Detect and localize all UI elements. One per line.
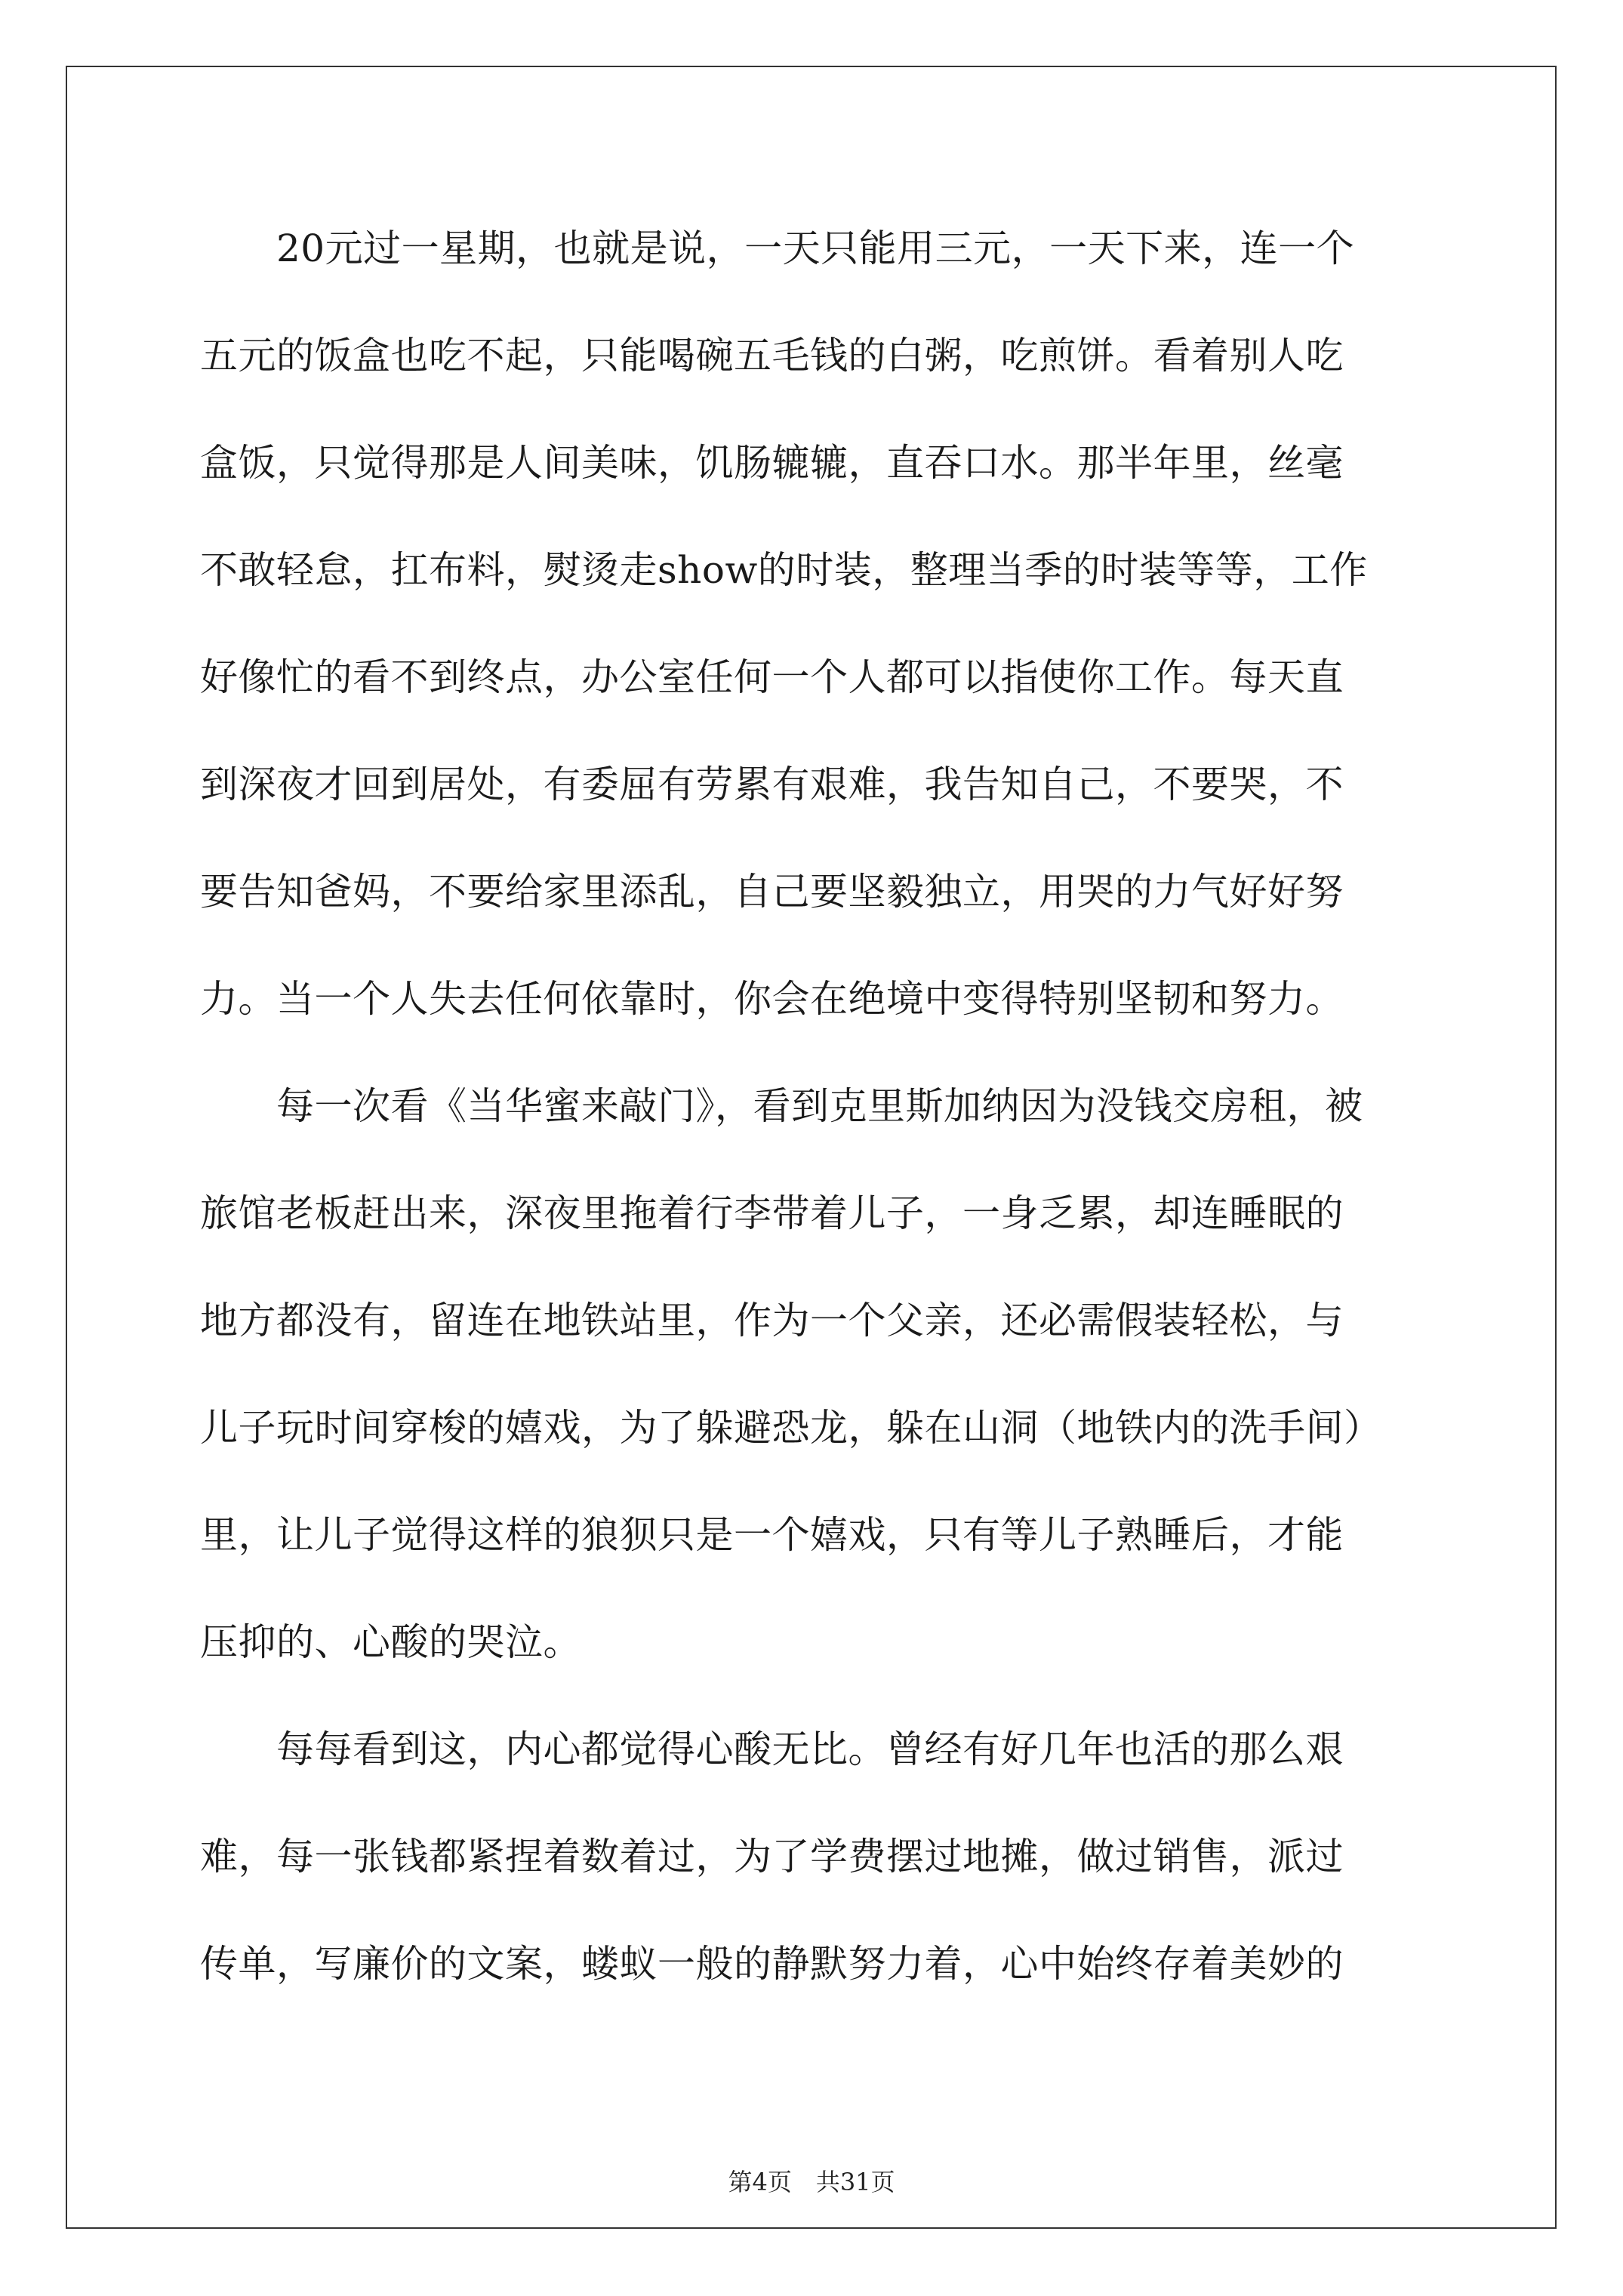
text-line: 要告知爸妈，不要给家里添乱，自己要坚毅独立，用哭的力气好好努: [200, 870, 1344, 914]
text-line: 每每看到这，内心都觉得心酸无比。曾经有好几年也活的那么艰: [200, 1727, 1344, 1771]
text-line: 力。当一个人失去任何依靠时，你会在绝境中变得特别坚韧和努力。: [200, 977, 1344, 1021]
text-line: 传单，写廉价的文案，蝼蚁一般的静默努力着，心中始终存着美妙的: [200, 1942, 1344, 1986]
text-line: 里，让儿子觉得这样的狼狈只是一个嬉戏，只有等儿子熟睡后，才能: [200, 1513, 1344, 1557]
text-line: 到深夜才回到居处，有委屈有劳累有艰难，我告知自己，不要哭，不: [200, 763, 1344, 806]
text-line: 压抑的、心酸的哭泣。: [200, 1620, 581, 1664]
text-line: 旅馆老板赶出来，深夜里拖着行李带着儿子，一身乏累，却连睡眠的: [200, 1191, 1344, 1235]
text-line: 每一次看《当华蜜来敲门》，看到克里斯加纳因为没钱交房租，被: [200, 1084, 1363, 1128]
text-line: 地方都没有，留连在地铁站里，作为一个父亲，还必需假装轻松，与: [200, 1299, 1344, 1342]
text-line: 盒饭，只觉得那是人间美味，饥肠辘辘，直吞口水。那半年里，丝毫: [200, 441, 1344, 485]
text-line: 难，每一张钱都紧捏着数着过，为了学费摆过地摊，做过销售，派过: [200, 1835, 1344, 1878]
text-line: 好像忙的看不到终点，办公室任何一个人都可以指使你工作。每天直: [200, 655, 1344, 699]
text-line: 不敢轻怠，扛布料，熨烫走show的时装，整理当季的时装等等，工作: [200, 548, 1368, 592]
text-line: 儿子玩时间穿梭的嬉戏，为了躲避恐龙，躲在山洞（地铁内的洗手间）: [200, 1406, 1382, 1450]
document-body: [200, 195, 1438, 2017]
page-number: 第4页 共31页: [728, 2168, 895, 2196]
text-line: 20元过一星期，也就是说，一天只能用三元，一天下来，连一个: [200, 227, 1355, 270]
text-line: 五元的饭盒也吃不起，只能喝碗五毛钱的白粥，吃煎饼。看着别人吃: [200, 334, 1344, 378]
